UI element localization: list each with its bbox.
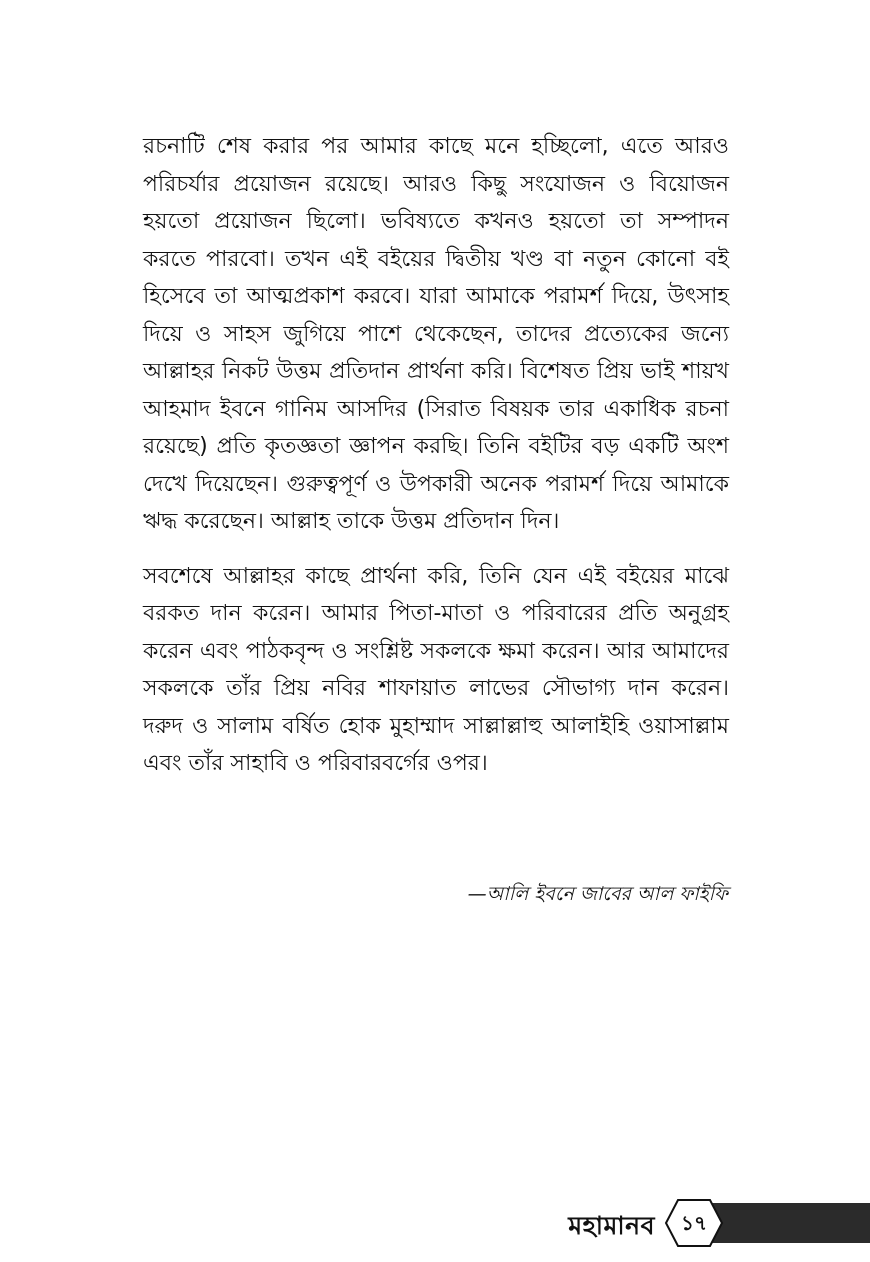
paragraph-closing-prayer: সবশেষে আল্লাহর কাছে প্রার্থনা করি, তিনি যেন এই বইয়ের মাঝে বরকত দান করেন। আমার পিতা-মাতা ও পরিবারের প্রতি অনুগ্রহ করেন এবং পাঠকবৃন্দ ও সংশ্লিষ্ট সকলকে ক্ষমা করেন। আর আমাদের সকলকে তাঁর প্রিয় নবির শাফায়াত লাভের সৌভাগ্য দান করেন। দরুদ ও সালাম বর্ষিত হোক মুহাম্মাদ সাল্লাল্লাহু আলাইহি ওয়াসাল্লাম এবং তাঁর সাহাবি ও পরিবারবর্গের ওপর।: [143, 563, 729, 776]
page-body: [143, 128, 729, 783]
author-signature: —আলি ইবনে জাবের আল ফাইফি: [467, 883, 728, 905]
footer-bar: [705, 1203, 870, 1243]
book-title-logo: মহামানব: [568, 1211, 655, 1240]
page-number: ১৭: [681, 1211, 707, 1235]
paragraph-acknowledgement: রচনাটি শেষ করার পর আমার কাছে মনে হচ্ছিলো, এতে আরও পরিচর্যার প্রয়োজন রয়েছে। আরও কিছু সংযোজন ও বিয়োজন হয়তো প্রয়োজন ছিলো। ভবিষ্যতে কখনও হয়তো তা সম্পাদন করতে পারবো। তখন এই বইয়ের দ্বিতীয় খণ্ড বা নতুন কোনো বই হিসেবে তা আত্মপ্রকাশ করবে। যারা আমাকে পরামর্শ দিয়ে, উৎসাহ দিয়ে ও সাহস জুগিয়ে পাশে থেকেছেন, তাদের প্রত্যেকের জন্যে আল্লাহর নিকট উত্তম প্রতিদান প্রার্থনা করি। বিশেষত প্রিয় ভাই শায়খ আহমাদ ইবনে গানিম আসদির (সিরাত বিষয়ক তার একাধিক রচনা রয়েছে) প্রতি কৃতজ্ঞতা জ্ঞাপন করছি। তিনি বইটির বড় একটি অংশ দেখে দিয়েছেন। গুরুত্বপূর্ণ ও উপকারী অনেক পরামর্শ দিয়ে আমাকে ঋদ্ধ করেছেন। আল্লাহ তাকে উত্তম প্রতিদান দিন।: [143, 134, 729, 534]
